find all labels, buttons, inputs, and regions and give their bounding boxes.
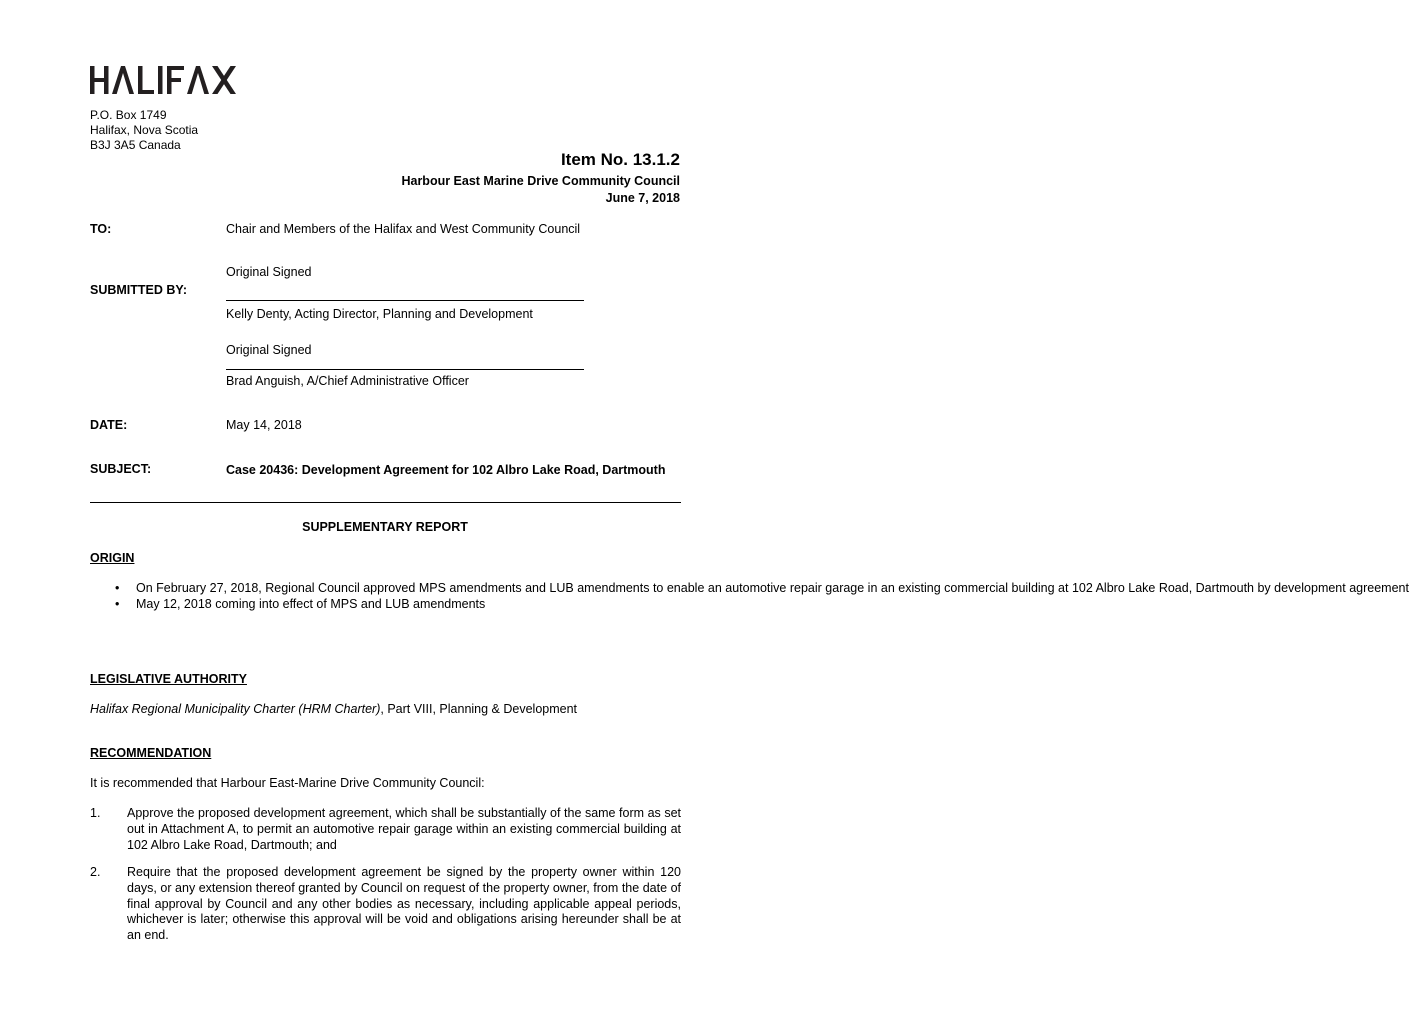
list-item-text: On February 27, 2018, Regional Council approved MPS amendments and LUB amendments to enable an automotive repair garage in an existing commercial building at 102 Albro Lake Road, Dartmouth by development agreement: [136, 581, 1409, 595]
meeting-date: June 7, 2018: [605, 191, 680, 205]
signatory-name: Kelly Denty, Acting Director, Planning and Development: [226, 307, 533, 321]
recommendation-item: [90, 865, 681, 944]
legislative-heading: LEGISLATIVE AUTHORITY: [90, 672, 247, 686]
to-value: Chair and Members of the Halifax and West Community Council: [226, 222, 581, 236]
legislative-text: [90, 702, 681, 718]
section-divider: [90, 502, 681, 503]
origin-heading: ORIGIN: [90, 551, 135, 565]
submitted-by-label: SUBMITTED BY:: [90, 283, 187, 297]
charter-name: Halifax Regional Municipality Charter (HRM Charter): [90, 702, 381, 716]
bullet-icon: •: [115, 596, 120, 611]
signature-line: [226, 369, 584, 370]
recommendation-heading: RECOMMENDATION: [90, 746, 212, 760]
recommendation-item: [90, 806, 681, 853]
subject-value: Case 20436: Development Agreement for 102 Albro Lake Road, Dartmouth: [226, 463, 666, 477]
item-number-label: 2.: [90, 865, 101, 879]
address-line: B3J 3A5 Canada: [90, 138, 181, 152]
origin-list: [90, 581, 1409, 613]
to-label: TO:: [90, 222, 112, 236]
recommendation-text: Require that the proposed development agreement be signed by the property owner within 120 days, or any extension thereof granted by Council on request of the property owner, from the date of final approval by Council and any other bodies as necessary, including applicable appeal periods, whichever is later; otherwise this approval will be void and obligations arising hereunder shall be at an end.: [127, 865, 681, 943]
date-label: DATE:: [90, 418, 128, 432]
item-number: Item No. 13.1.2: [560, 150, 680, 169]
address-line: P.O. Box 1749: [90, 108, 167, 122]
subject-label: SUBJECT:: [90, 462, 152, 476]
halifax-logo: [90, 64, 240, 96]
list-item: [90, 581, 1409, 597]
item-number-label: 1.: [90, 806, 101, 820]
report-title: SUPPLEMENTARY REPORT: [302, 520, 468, 534]
recommendation-text: Approve the proposed development agreement, which shall be substantially of the same form as set out in Attachment A, to permit an automotive repair garage within an existing commercial building at 102 Albro Lake Road, Dartmouth; and: [127, 806, 681, 852]
recommendation-intro: It is recommended that Harbour East-Marine Drive Community Council:: [90, 776, 485, 790]
date-value: May 14, 2018: [226, 418, 302, 432]
charter-part: , Part VIII, Planning & Development: [380, 702, 578, 716]
signatory-name: Brad Anguish, A/Chief Administrative Officer: [226, 374, 469, 388]
signature-line: [226, 300, 584, 301]
list-item: [90, 597, 681, 613]
bullet-icon: •: [115, 581, 120, 595]
signature-note: Original Signed: [226, 343, 312, 357]
list-item-text: May 12, 2018 coming into effect of MPS and LUB amendments: [136, 596, 486, 611]
council-name: Harbour East Marine Drive Community Council: [401, 174, 680, 188]
address-line: Halifax, Nova Scotia: [90, 123, 199, 137]
signature-note: Original Signed: [226, 265, 312, 279]
mailing-address: [90, 108, 198, 153]
